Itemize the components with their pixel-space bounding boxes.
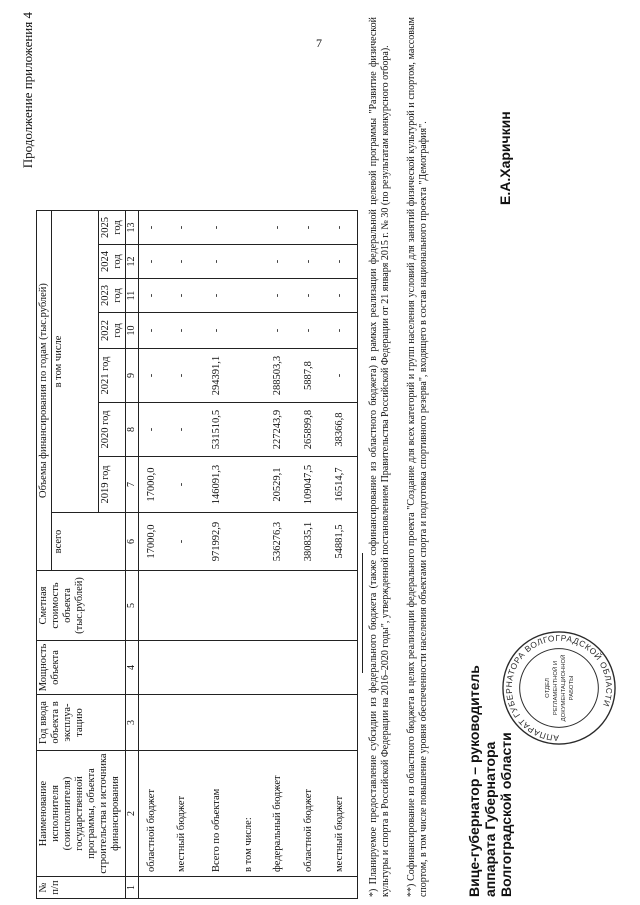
signatory-name: Е.А.Харичкин	[497, 111, 513, 205]
cell-value: 288503,3	[263, 349, 295, 403]
cell-capacity	[325, 641, 358, 695]
stamp-inner-line: РАБОТЫ	[568, 675, 575, 701]
header-year-2024: 2024 год	[98, 245, 125, 279]
cell-no	[167, 877, 199, 899]
cell-year	[295, 695, 325, 751]
table-row	[167, 211, 199, 899]
table-row	[295, 211, 325, 899]
cell-capacity	[138, 641, 167, 695]
cell-value: -	[167, 211, 199, 245]
cell-value: -	[138, 313, 167, 349]
cell-value: -	[295, 211, 325, 245]
cell-value: -	[167, 513, 199, 571]
cell-capacity	[263, 641, 295, 695]
cell-value: -	[325, 349, 358, 403]
header-year-2019: 2019 год	[98, 457, 125, 513]
header-total: всего	[52, 513, 126, 571]
cell-value	[237, 211, 263, 245]
footnote-1: *) Планируемое предоставление субсидии из федерального бюджета (также софинансирование из областного бюджета) в рамках реализации федеральной целевой программы "Развитие физической культуры и спорта в Российской Федерации на 2016–2020 годы", утвержденной постановлением Правительства Российской Федерации от 21 января 2015 г. № 30 (по результатам конкурсного отбора).	[368, 17, 392, 897]
header-year-2020: 2020 год	[98, 403, 125, 457]
stamp-inner-line: ДОКУМЕНТАЦИОННОЙ	[560, 654, 567, 722]
row-label: местный бюджет	[325, 751, 358, 877]
header-year-2025: 2025 год	[98, 211, 125, 245]
header-name: Наименование исполнителя (соисполнителя) государственной программы, объекта строительства и источника финансирования	[37, 751, 126, 877]
col-num: 4	[126, 641, 139, 695]
cell-value: -	[167, 457, 199, 513]
cell-no	[263, 877, 295, 899]
table-row	[138, 211, 167, 899]
cell-value	[237, 313, 263, 349]
cell-value	[237, 349, 263, 403]
cell-value: -	[263, 313, 295, 349]
cell-value	[237, 245, 263, 279]
cell-value	[237, 279, 263, 313]
cell-cost	[167, 571, 199, 641]
footnote-divider	[362, 553, 363, 673]
cell-value: -	[325, 279, 358, 313]
cell-value: 20529,1	[263, 457, 295, 513]
financing-table	[36, 210, 358, 899]
cell-value: -	[199, 313, 237, 349]
cell-value: 146091,3	[199, 457, 237, 513]
row-label: федеральный бюджет	[263, 751, 295, 877]
cell-value: -	[199, 211, 237, 245]
table-row	[237, 211, 263, 899]
header-year-2022: 2022 год	[98, 313, 125, 349]
cell-value: 54881,5	[325, 513, 358, 571]
cell-value: -	[295, 245, 325, 279]
cell-no	[295, 877, 325, 899]
cell-value: 531510,5	[199, 403, 237, 457]
row-label: в том числе:	[237, 751, 263, 877]
header-cost: Сметная стоимость объекта (тыс.рублей)	[37, 571, 126, 641]
cell-value	[237, 457, 263, 513]
signature-title-line: Вице-губернатор – руководитель	[466, 665, 482, 897]
column-number-row	[126, 211, 139, 899]
col-num: 2	[126, 751, 139, 877]
cell-value: -	[138, 403, 167, 457]
header-year-2023: 2023 год	[98, 279, 125, 313]
cell-value: -	[167, 245, 199, 279]
table-row	[325, 211, 358, 899]
cell-value: -	[199, 279, 237, 313]
cell-year	[325, 695, 358, 751]
cell-capacity	[167, 641, 199, 695]
stamp-inner-line: РЕГЛАМЕНТНОЙ И	[553, 660, 560, 716]
cell-cost	[199, 571, 237, 641]
cell-cost	[263, 571, 295, 641]
cell-cost	[325, 571, 358, 641]
cell-cost	[138, 571, 167, 641]
cell-value: 5887,8	[295, 349, 325, 403]
stamp-inner-line: ОТДЕЛ	[545, 678, 552, 698]
col-num: 9	[126, 349, 139, 403]
header-year: Год ввода объекта в эксплуа- тацию	[37, 695, 126, 751]
cell-value: -	[263, 211, 295, 245]
cell-value: -	[263, 279, 295, 313]
official-stamp	[500, 629, 618, 747]
col-num: 11	[126, 279, 139, 313]
cell-no	[237, 877, 263, 899]
header-capacity: Мощность объекта	[37, 641, 126, 695]
cell-value: 17000,0	[138, 457, 167, 513]
cell-value: 38366,8	[325, 403, 358, 457]
cell-value: -	[295, 279, 325, 313]
signature-title-line: аппарата Губернатора	[482, 741, 498, 897]
cell-year	[138, 695, 167, 751]
col-num: 3	[126, 695, 139, 751]
cell-no	[325, 877, 358, 899]
row-label: областной бюджет	[138, 751, 167, 877]
cell-capacity	[237, 641, 263, 695]
cell-value: -	[167, 279, 199, 313]
page-number: 7	[316, 36, 322, 50]
cell-year	[237, 695, 263, 751]
col-num: 6	[126, 513, 139, 571]
cell-value: -	[325, 313, 358, 349]
col-num: 10	[126, 313, 139, 349]
cell-value: -	[263, 245, 295, 279]
col-num: 13	[126, 211, 139, 245]
cell-value: 971992,9	[199, 513, 237, 571]
cell-value: -	[295, 313, 325, 349]
cell-value: 16514,7	[325, 457, 358, 513]
cell-value: 380835,1	[295, 513, 325, 571]
cell-year	[263, 695, 295, 751]
cell-value: -	[138, 349, 167, 403]
col-num: 1	[126, 877, 139, 899]
row-label: местный бюджет	[167, 751, 199, 877]
cell-value: -	[199, 245, 237, 279]
col-num: 5	[126, 571, 139, 641]
row-label: Всего по объектам	[199, 751, 237, 877]
col-num: 7	[126, 457, 139, 513]
col-num: 12	[126, 245, 139, 279]
table-row	[199, 211, 237, 899]
signature-title-line: Волгоградской области	[498, 732, 514, 897]
cell-cost	[237, 571, 263, 641]
footnote-2: **) Софинансирование из областного бюджета в целях реализации федерального проекта "Создание для всех категорий и групп населения условий для занятий физической культурой и спортом, массовым спортом, в том числе повышение уровня обеспеченности населения объектами спорта и подготовка спортивного резерва", входящего в состав национального проекта "Демография".	[406, 17, 430, 897]
cell-value: -	[325, 245, 358, 279]
cell-cost	[295, 571, 325, 641]
cell-no	[199, 877, 237, 899]
row-label: областной бюджет	[295, 751, 325, 877]
cell-value: 536276,3	[263, 513, 295, 571]
cell-year	[167, 695, 199, 751]
header-no: № п/п	[37, 877, 126, 899]
stamp-outer-text: АППАРАТ ГУБЕРНАТОРА ВОЛГОГРАДСКОЙ ОБЛАСТИ	[503, 632, 615, 744]
cell-value: -	[138, 211, 167, 245]
header-funding-group: Объемы финансирования по годам (тыс.рублей)	[37, 211, 52, 571]
header-incl: в том числе	[52, 211, 99, 513]
cell-value: 17000,0	[138, 513, 167, 571]
cell-value: -	[325, 211, 358, 245]
table-row	[263, 211, 295, 899]
cell-value: -	[167, 403, 199, 457]
cell-year	[199, 695, 237, 751]
cell-capacity	[295, 641, 325, 695]
header-year-2021: 2021 год	[98, 349, 125, 403]
cell-value: 294391,1	[199, 349, 237, 403]
cell-value: -	[167, 313, 199, 349]
cell-value	[237, 513, 263, 571]
col-num: 8	[126, 403, 139, 457]
cell-value	[237, 403, 263, 457]
cell-value: 109047,5	[295, 457, 325, 513]
cell-value: 265899,8	[295, 403, 325, 457]
continuation-note: Продолжение приложения 4	[20, 12, 35, 169]
cell-capacity	[199, 641, 237, 695]
cell-value: -	[138, 279, 167, 313]
cell-no	[138, 877, 167, 899]
cell-value: 227243,9	[263, 403, 295, 457]
cell-value: -	[138, 245, 167, 279]
cell-value: -	[167, 349, 199, 403]
